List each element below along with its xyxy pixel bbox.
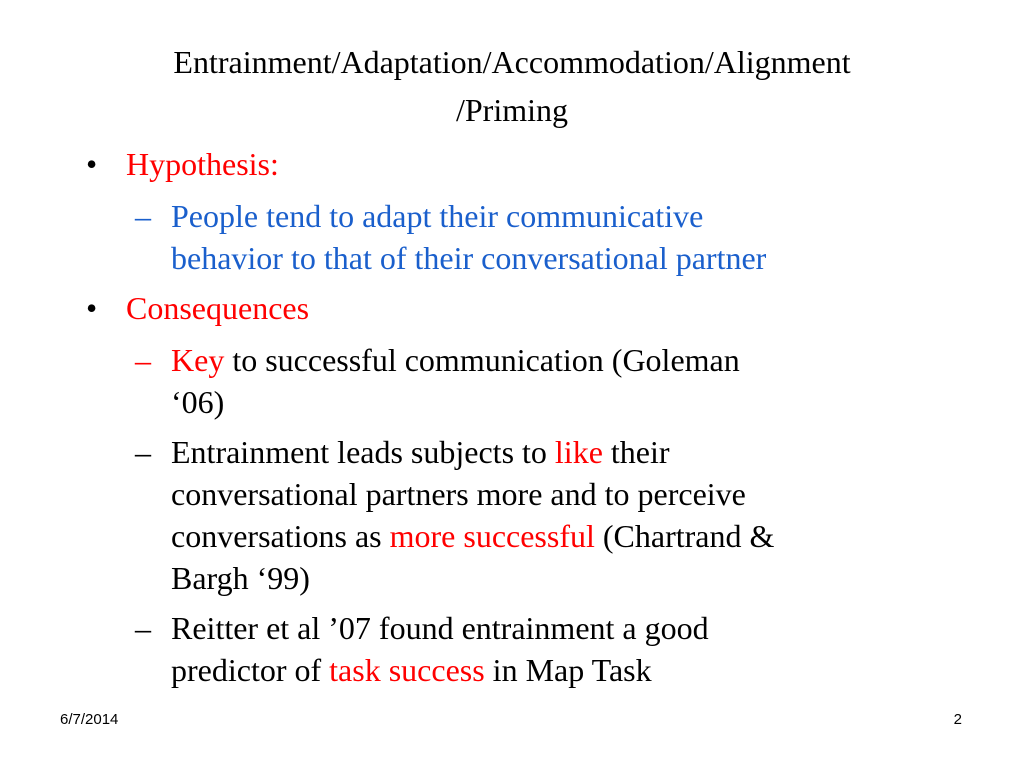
reitter-text-line-1: Reitter et al ’07 found entrainment a good	[171, 610, 709, 646]
entrainment-text-4: conversations as	[171, 518, 390, 554]
entrainment-text-1: Entrainment leads subjects to	[171, 434, 555, 470]
hypothesis-label: Hypothesis:	[126, 146, 279, 182]
sub-bullet-reitter	[0, 607, 1024, 691]
hypothesis-text-line-2: behavior to that of their conversational partner	[171, 240, 767, 276]
hypothesis-text-line-1: People tend to adapt their communicative	[171, 198, 704, 234]
bullet-marker: •	[86, 290, 98, 326]
dash-marker: –	[135, 434, 151, 470]
sub-bullet-hypothesis-text	[0, 195, 1024, 279]
key-text-line-2: ‘06)	[171, 384, 225, 420]
sub-bullet-key	[0, 339, 1024, 423]
key-highlight: Key	[171, 342, 225, 378]
bullet-consequences	[0, 287, 1024, 329]
title-line-2: /Priming	[455, 92, 568, 128]
entrainment-text-2: their	[602, 434, 670, 470]
entrainment-text-6: Bargh ‘99)	[171, 560, 310, 596]
slide-body	[0, 143, 1024, 699]
dash-marker: –	[135, 198, 151, 234]
slide-title	[60, 38, 964, 134]
reitter-text-3: in Map Task	[484, 652, 652, 688]
title-line-1: Entrainment/Adaptation/Accommodation/Alignment	[173, 44, 851, 80]
footer-date: 6/7/2014	[60, 711, 119, 728]
like-highlight: like	[554, 434, 603, 470]
more-successful-highlight: more successful	[389, 518, 595, 554]
page-number: 2	[953, 711, 962, 728]
sub-bullet-entrainment	[0, 431, 1024, 599]
bullet-hypothesis	[0, 143, 1024, 185]
entrainment-text-3: conversational partners more and to perceive	[171, 476, 746, 512]
task-success-highlight: task success	[329, 652, 485, 688]
entrainment-text-5: (Chartrand &	[594, 518, 775, 554]
consequences-label: Consequences	[126, 290, 310, 326]
dash-marker: –	[135, 342, 151, 378]
key-text-line-1: to successful communication (Goleman	[224, 342, 740, 378]
dash-marker: –	[135, 610, 151, 646]
bullet-marker: •	[86, 146, 98, 182]
reitter-text-2: predictor of	[171, 652, 330, 688]
